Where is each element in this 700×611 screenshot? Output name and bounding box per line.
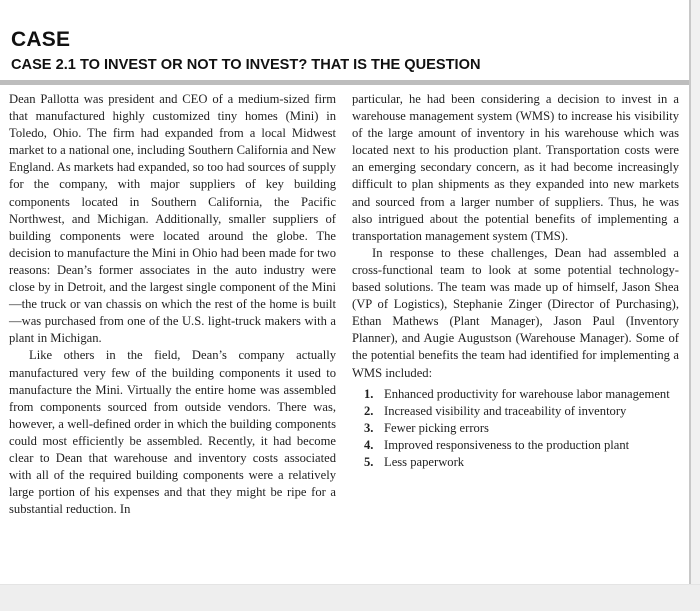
right-paragraph-2: In response to these challenges, Dean had assembled a cross-functional team to look at some potential technology-based solutions. The team was made up of himself, Jason Shea (VP of Logistics), Stephanie Zinger (Director of Purchasing), Ethan Mathews (Plant Manager), Jason Paul (Inventory Planner), and Augie Augustson (Warehouse Manager). Some of the potential benefits the team had identified for implementing a WMS included: — [352, 245, 679, 380]
left-paragraph-2: Like others in the field, Dean’s company actually manufactured very few of the building components it used to manufacture the Mini. Virtually the entire home was assembled from components sourced from outside vendors. There was, however, a well-defined order in which the building components could most efficiently be assembled. Recently, it had become clear to Dean that warehouse and inventory costs associated with all of the required building components were a relatively large portion of his expenses and that they might be ripe for a substantial reduction. In — [9, 348, 336, 517]
list-item-text: Less paperwork — [384, 455, 465, 470]
list-item — [364, 420, 679, 436]
list-item-text: Enhanced productivity for warehouse labor management — [384, 386, 670, 401]
list-item — [364, 386, 679, 402]
case-title: CASE 2.1 TO INVEST OR NOT TO INVEST? THAT IS THE QUESTION — [11, 57, 481, 73]
list-item-number: 1. — [364, 386, 374, 401]
list-item-text: Improved responsiveness to the production plant — [384, 438, 630, 453]
list-item-number: 4. — [364, 438, 374, 453]
benefits-list — [352, 386, 679, 471]
list-item-number: 5. — [364, 455, 374, 470]
left-paragraph-1: Dean Pallotta was president and CEO of a medium-sized firm that manufactured highly customized tiny homes (Mini) in Toledo, Ohio. The firm had expanded from a local Midwest market to a national one, including Southern California and New England. As markets had expanded, so too had sources of supply for the company, with major suppliers of key building components located in Southern California, the Pacific Northwest, and Michigan. Additionally, smaller suppliers of building components were located around the globe. The decision to manufacture the Mini in Ohio had been made for two reasons: Dean’s former associates in the auto industry were close by in Detroit, and the largest single component of the Mini—the truck or van chassis on which the rest of the home is built—was purchased from one of the U.S. light-truck makers with a plant in Michigan. — [9, 92, 336, 346]
list-item-number: 3. — [364, 421, 374, 435]
title-rule — [0, 80, 689, 85]
page-edge-divider — [689, 0, 691, 584]
case-label: CASE — [11, 28, 71, 51]
right-paragraph-1: particular, he had been considering a decision to invest in a warehouse management system (WMS) to increase his visibility of the large amount of inventory in his warehouse which was located next to his production plant. Transportation costs were an emerging secondary concern, as it had become increasingly difficult to plan shipments as they expanded into new markets and sourced from a larger number of suppliers. Thus, he was also intrigued about the potential benefits of implementing a transportation management system (TMS). — [352, 92, 679, 243]
list-item-text: Fewer picking errors — [384, 421, 489, 435]
list-item-number: 2. — [364, 403, 374, 418]
right-column — [352, 91, 679, 472]
left-column — [9, 91, 336, 518]
list-item-text: Increased visibility and traceability of inventory — [384, 403, 627, 418]
list-item — [364, 437, 679, 453]
list-item — [364, 403, 679, 419]
bottom-strip — [0, 584, 700, 611]
list-item — [364, 454, 679, 470]
